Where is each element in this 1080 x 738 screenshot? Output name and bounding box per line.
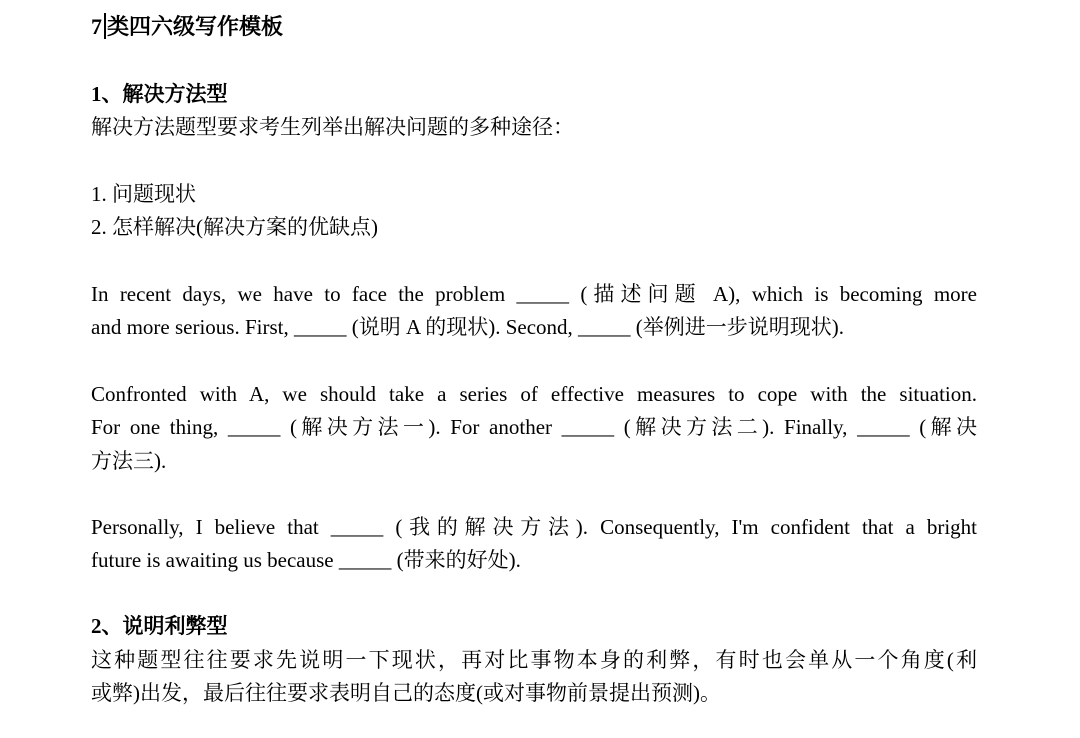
section1-intro: 解决方法题型要求考生列举出解决问题的多种途径： xyxy=(91,115,574,139)
paragraph2-line1: Confronted with A, we should take a series of effective measures to cope with the situation. xyxy=(91,382,977,406)
section2-line2: 或弊)出发，最后往往要求表明自己的态度(或对事物前景提出预测)。 xyxy=(91,681,721,705)
paragraph3-line2: future is awaiting us because _____ (带来的好处). xyxy=(91,548,521,572)
section1-list-item-1: 1. 问题现状 xyxy=(91,182,196,206)
paragraph2-line3: 方法三). xyxy=(91,449,167,473)
page-title xyxy=(91,12,283,42)
section2-heading: 2、说明利弊型 xyxy=(91,614,228,638)
paragraph1-line1: In recent days, we have to face the problem _____ (描述问题 A), which is becoming more xyxy=(91,282,977,306)
paragraph2-line2: For one thing, _____ (解决方法一). For another _____ (解决方法二). Finally, _____ (解决 xyxy=(91,415,977,439)
paragraph3-line1: Personally, I believe that _____ (我的解决方法). Consequently, I'm confident that a bright xyxy=(91,515,977,539)
title-prefix: 7 xyxy=(91,14,102,39)
paragraph1-line2: and more serious. First, _____ (说明 A 的现状). Second, _____ (举例进一步说明现状). xyxy=(91,315,845,339)
section1-heading: 1、解决方法型 xyxy=(91,82,228,106)
text-cursor xyxy=(104,13,106,39)
title-text: 类四六级写作模板 xyxy=(107,14,284,39)
section1-list-item-2: 2. 怎样解决(解决方案的优缺点) xyxy=(91,215,378,239)
section2-line1: 这种题型往往要求先说明一下现状，再对比事物本身的利弊，有时也会单从一个角度(利 xyxy=(91,648,977,672)
